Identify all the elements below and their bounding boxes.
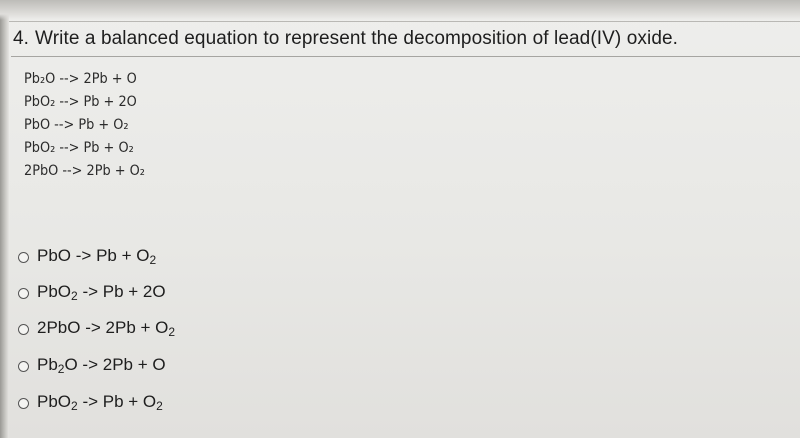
radio-button-icon[interactable] [18,288,29,299]
left-border [0,0,9,438]
answer-option-label: PbO$_2$ -> Pb + 2O [37,281,166,303]
reference-choice: 2PbO --> 2Pb + O₂ [24,163,145,179]
answer-option-label: $PbO_2 -> Pb + O_2$ [37,391,163,413]
radio-button-icon[interactable] [18,361,29,372]
header-divider [9,21,800,22]
reference-choice: PbO₂ --> Pb + 2O [24,94,137,110]
reference-choices-image [24,68,145,183]
answer-option-4[interactable] [18,352,166,378]
answer-option-3[interactable] [18,315,175,341]
answer-option-label: PbO -> $Pb + O_2$ [37,245,157,267]
question-text [13,28,678,50]
top-border [0,0,800,20]
question-prompt: Write a balanced equation to represent the decomposition of lead(IV) oxide. [35,28,679,49]
question-divider [11,56,800,57]
answer-option-label: $2PbO -> 2Pb + O_2$ [37,317,176,339]
question-number: 4. [13,28,30,49]
radio-button-icon[interactable] [18,398,29,409]
reference-choice: PbO₂ --> Pb + O₂ [24,140,134,156]
answer-option-label: $Pb_2O -> 2Pb + O$ [37,354,166,376]
answer-option-2[interactable] [18,279,166,305]
reference-choice: Pb₂O --> 2Pb + O [24,71,137,87]
answer-option-5[interactable] [18,389,163,415]
radio-button-icon[interactable] [18,324,29,335]
answer-option-1[interactable] [18,243,156,269]
radio-button-icon[interactable] [18,252,29,263]
reference-choice: PbO --> Pb + O₂ [24,117,129,133]
